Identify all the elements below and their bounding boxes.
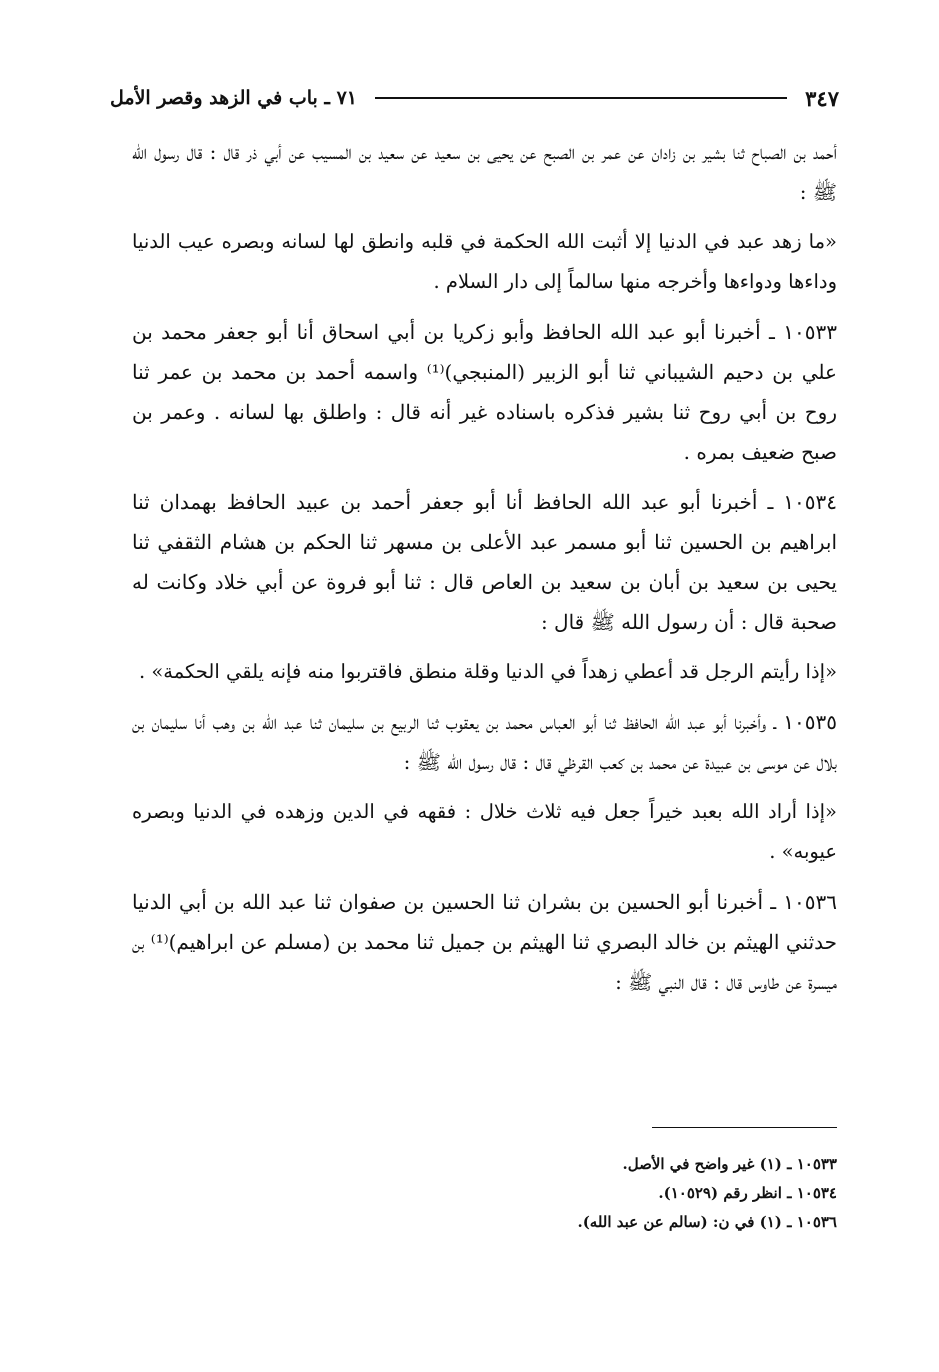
paragraph-isnad-10532: أحمد بن الصباح ثنا بشير بن زادان عن عمر بن الصبح عن يحيى بن سعيد عن سعيد بن المسيب عن أبي ذر قال : قال رسول الله ﷺ : [132, 140, 837, 204]
hadith-text-1: «ما زهد عبد في الدنيا إلا أثبت الله الحكمة في قلبه وانطق لها لسانه وبصره عيب الدنيا وداءها ودواءها وأخرجه منها سالماً إلى دار السلام . [132, 230, 837, 293]
hadith-text-2: «إذا رأيتم الرجل قد أعطي زهداً في الدنيا وقلة منطق فاقتربوا منه فإنه يلقي الحكمة» . [138, 660, 837, 683]
footnote-divider [652, 1127, 837, 1128]
paragraph-10533: ١٠٥٣٣ ـ أخبرنا أبو عبد الله الحافظ وأبو زكريا بن أبي اسحاق أنا أبو جعفر محمد بن علي بن دحيم الشيباني ثنا أبو الزبير (المنبجي)⁽¹⁾ واسمه أحمد بن محمد بن عمر ثنا روح بن أبي روح ثنا بشير فذكره باسناده غير أنه قال : واطلق بها لسانه . وعمر بن صبح ضعيف بمره . [132, 320, 837, 464]
running-header [110, 78, 839, 118]
paragraph-10535: ١٠٥٣٥ ـ وأخبرنا أبو عبد الله الحافظ ثنا أبو العباس محمد بن يعقوب ثنا الربيع بن سليمان ثنا عبد الله بن وهب أنا سليمان بن بلال عن موسى بن عبيدة عن محمد بن كعب القرظي قال : قال رسول الله ﷺ : [132, 710, 837, 774]
footnote-10536: ١٠٥٣٦ ـ (١) في ن: (سالم عن عبد الله). [577, 1213, 837, 1231]
footnote-10533: ١٠٥٣٣ ـ (١) غير واضح في الأصل. [622, 1155, 837, 1173]
main-text [132, 132, 837, 1012]
header-rule [375, 97, 787, 99]
footnotes [300, 1150, 837, 1237]
hadith-text-3: «إذا أراد الله بعبد خيراً جعل فيه ثلاث خلال : فقهه في الدين وزهده في الدنيا وبصره عيوبه» . [132, 800, 837, 863]
footnote-10534: ١٠٥٣٤ ـ انظر رقم (١٠٥٢٩). [658, 1184, 837, 1202]
paragraph-10536: ١٠٥٣٦ ـ أخبرنا أبو الحسين بن بشران ثنا الحسين بن صفوان ثنا عبد الله بن أبي الدنيا حدثني الهيثم بن خالد البصري ثنا الهيثم بن جميل ثنا محمد بن (مسلم عن ابراهيم)⁽¹⁾ بن ميسرة عن طاوس قال : قال النبي ﷺ : [132, 890, 837, 994]
paragraph-10534: ١٠٥٣٤ ـ أخبرنا أبو عبد الله الحافظ أنا أبو جعفر أحمد بن عبيد الحافظ بهمدان ثنا ابراهيم بن الحسين ثنا أبو مسمر عبد الأعلى بن مسهر ثنا الحكم بن هشام الثقفي ثنا يحيى بن سعيد بن أبان بن سعيد بن العاص قال : ثنا أبو فروة عن أبي خلاد وكانت له صحبة قال : أن رسول الله ﷺ قال : [132, 490, 837, 634]
page-number: ٣٤٧ [805, 85, 839, 111]
chapter-title: ٧١ ـ باب في الزهد وقصر الأمل [110, 87, 358, 109]
